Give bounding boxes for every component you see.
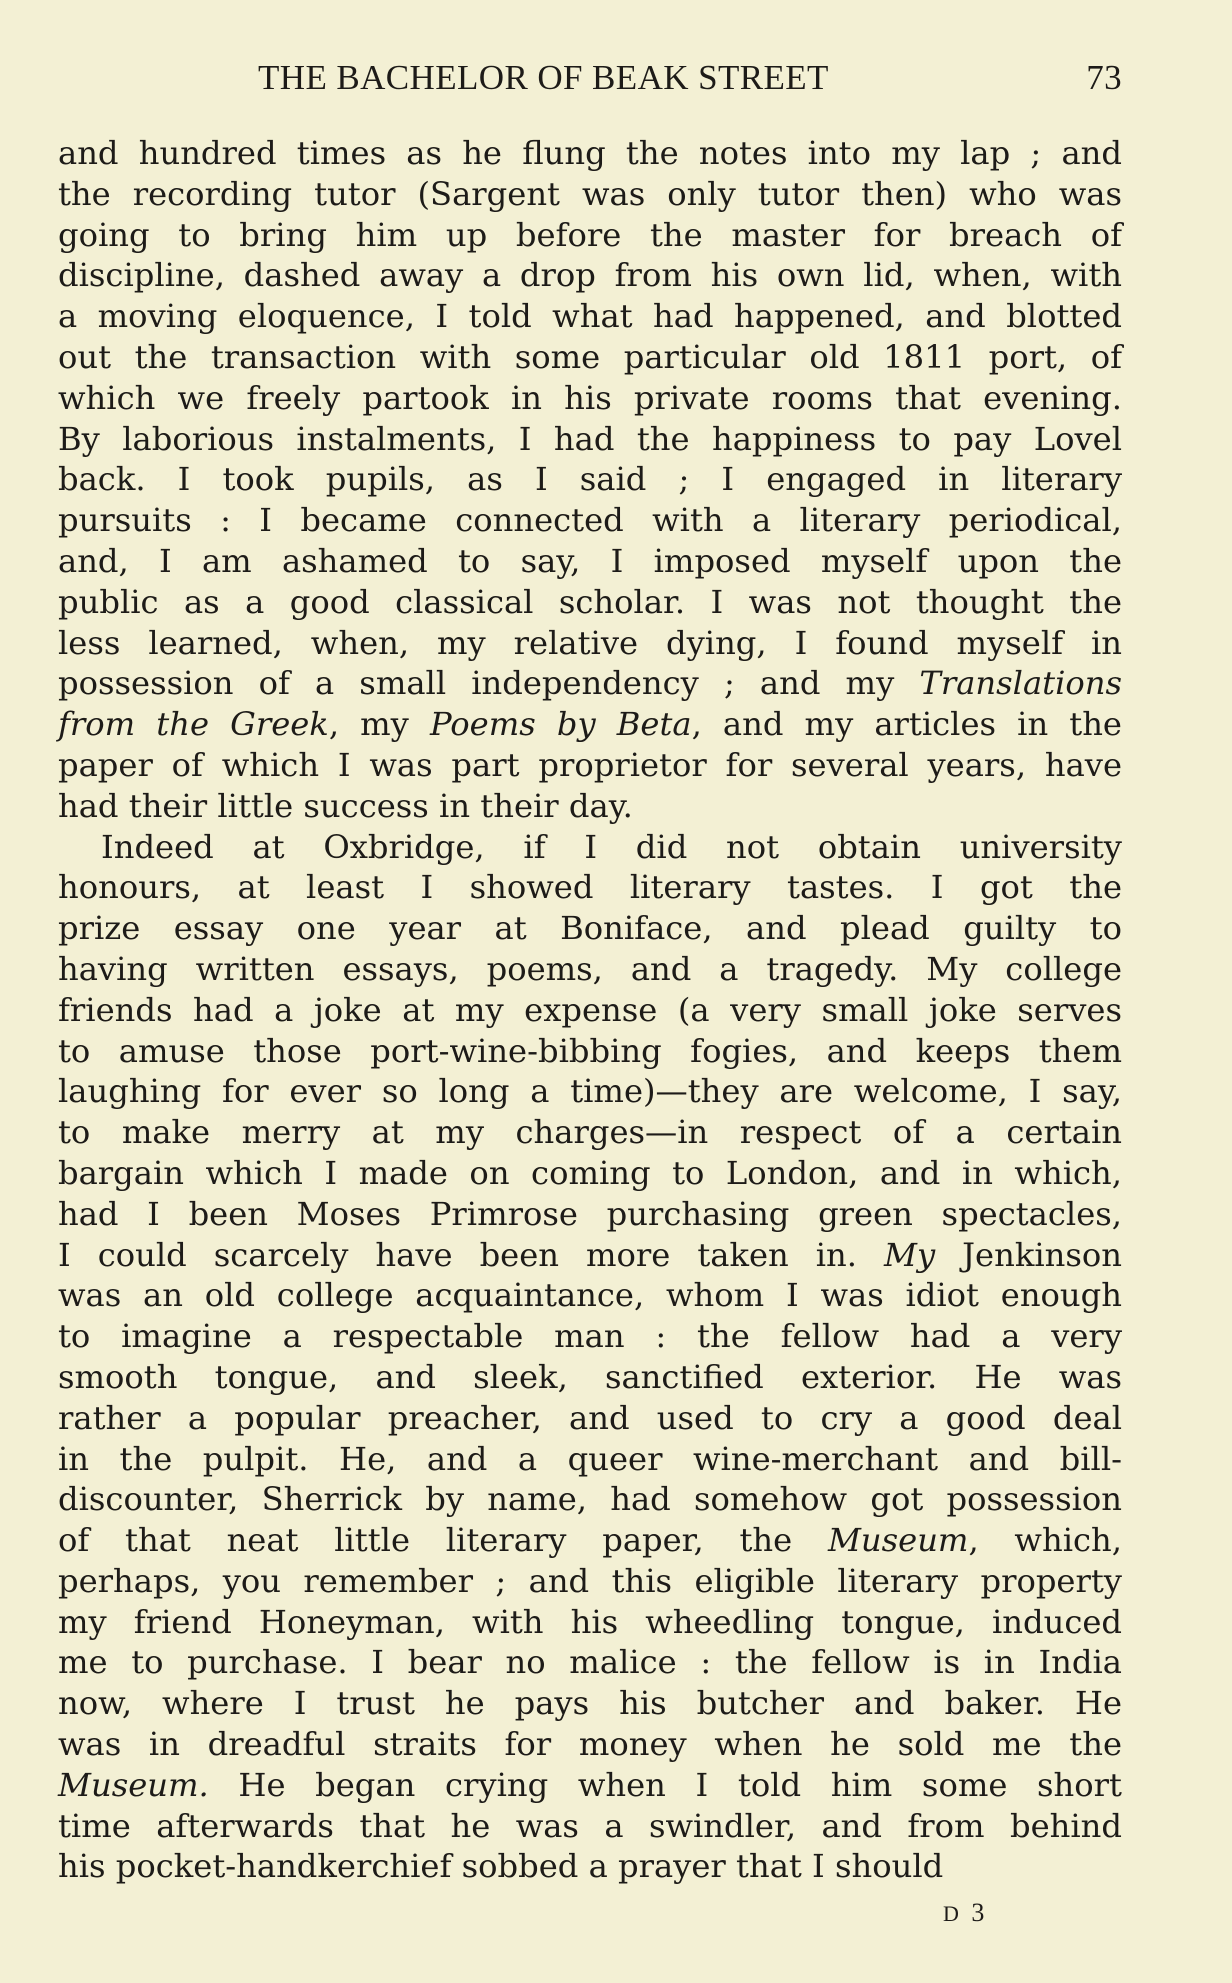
text-line: was an old college acquaintance, whom I was idiot enough: [58, 1276, 1122, 1315]
italic-title: Translations: [919, 664, 1122, 703]
text-line: in the pulpit. He, and a queer wine-merchant and bill-: [58, 1439, 1122, 1478]
text-line: rather a popular preacher, and used to cry a good deal: [58, 1398, 1122, 1437]
text-line: possession of a small independency ; and my Translations: [58, 664, 1122, 703]
text-line: public as a good classical scholar. I was not thought the: [58, 582, 1122, 621]
text-line: By laborious instalments, I had the happiness to pay Lovel: [58, 419, 1122, 458]
italic-title: Museum.: [58, 1765, 209, 1804]
text-line: to amuse those port-wine-bibbing fogies, and keeps them: [58, 1031, 1122, 1070]
text-line: my friend Honeyman, with his wheedling tongue, induced: [58, 1602, 1122, 1641]
text-line: which we freely partook in his private rooms that evening.: [58, 378, 1122, 417]
italic-title: from the Greek: [58, 705, 329, 744]
text-line: and, I am ashamed to say, I imposed myself upon the: [58, 541, 1122, 580]
text-line: bargain which I made on coming to London, and in which,: [58, 1153, 1122, 1192]
text-line: friends had a joke at my expense (a very small joke serves: [58, 990, 1122, 1029]
italic-title: My: [884, 1235, 936, 1274]
text-line: now, where I trust he pays his butcher and baker. He: [58, 1684, 1122, 1723]
text-line: from the Greek, my Poems by Beta, and my articles in the: [58, 705, 1122, 744]
text-line: time afterwards that he was a swindler, and from behind: [58, 1806, 1122, 1845]
text-line: perhaps, you remember ; and this eligible literary property: [58, 1561, 1122, 1600]
text-line: pursuits : I became connected with a literary periodical,: [58, 501, 1122, 540]
text-line: laughing for ever so long a time)—they are welcome, I say,: [58, 1072, 1122, 1111]
text-line: going to bring him up before the master for breach of: [58, 215, 1122, 254]
signature-number: 3: [971, 1898, 988, 1927]
text-line: of that neat little literary paper, the Museum, which,: [58, 1521, 1122, 1560]
text-line: had I been Moses Primrose purchasing green spectacles,: [58, 1194, 1122, 1233]
text-line: was in dreadful straits for money when he sold me the: [58, 1725, 1122, 1764]
signature-mark: [943, 1898, 987, 1928]
text-line: discipline, dashed away a drop from his own lid, when, with: [58, 256, 1122, 295]
italic-title: Poems by Beta: [429, 705, 692, 744]
text-line: prize essay one year at Boniface, and plead guilty to: [58, 909, 1122, 948]
page-number: 73: [1086, 58, 1122, 97]
running-head: [258, 58, 1122, 102]
text-line: back. I took pupils, as I said ; I engaged in literary: [58, 460, 1122, 499]
italic-title: Museum: [827, 1521, 969, 1560]
text-line: the recording tutor (Sargent was only tutor then) who was: [58, 174, 1122, 213]
text-line: having written essays, poems, and a tragedy. My college: [58, 949, 1122, 988]
text-line: smooth tongue, and sleek, sanctified exterior. He was: [58, 1357, 1122, 1396]
text-line: out the transaction with some particular old 1811 port, of: [58, 337, 1122, 376]
body-text: [58, 133, 1122, 1887]
text-line: me to purchase. I bear no malice : the fellow is in India: [58, 1643, 1122, 1682]
paragraph: [58, 133, 1122, 827]
running-title: THE BACHELOR OF BEAK STREET: [258, 58, 829, 97]
text-line: his pocket-handkerchief sobbed a prayer that I should: [58, 1847, 944, 1886]
text-line: I could scarcely have been more taken in. My Jenkinson: [58, 1235, 1122, 1274]
text-line: less learned, when, my relative dying, I found myself in: [58, 623, 1122, 662]
text-line: discounter, Sherrick by name, had somehow got possession: [58, 1480, 1122, 1519]
text-line: Museum. He began crying when I told him some short: [58, 1765, 1122, 1804]
signature-letter: D: [943, 1901, 962, 1926]
text-line: honours, at least I showed literary tastes. I got the: [58, 868, 1122, 907]
paragraph: [58, 827, 1122, 1888]
text-line: had their little success in their day.: [58, 786, 633, 825]
text-line: to make merry at my charges—in respect of a certain: [58, 1113, 1122, 1152]
text-line: Indeed at Oxbridge, if I did not obtain university: [101, 827, 1122, 866]
text-line: to imagine a respectable man : the fellow had a very: [58, 1317, 1122, 1356]
text-line: paper of which I was part proprietor for several years, have: [58, 745, 1122, 784]
text-line: a moving eloquence, I told what had happened, and blotted: [58, 297, 1122, 336]
text-line: and hundred times as he flung the notes into my lap ; and: [58, 134, 1122, 172]
